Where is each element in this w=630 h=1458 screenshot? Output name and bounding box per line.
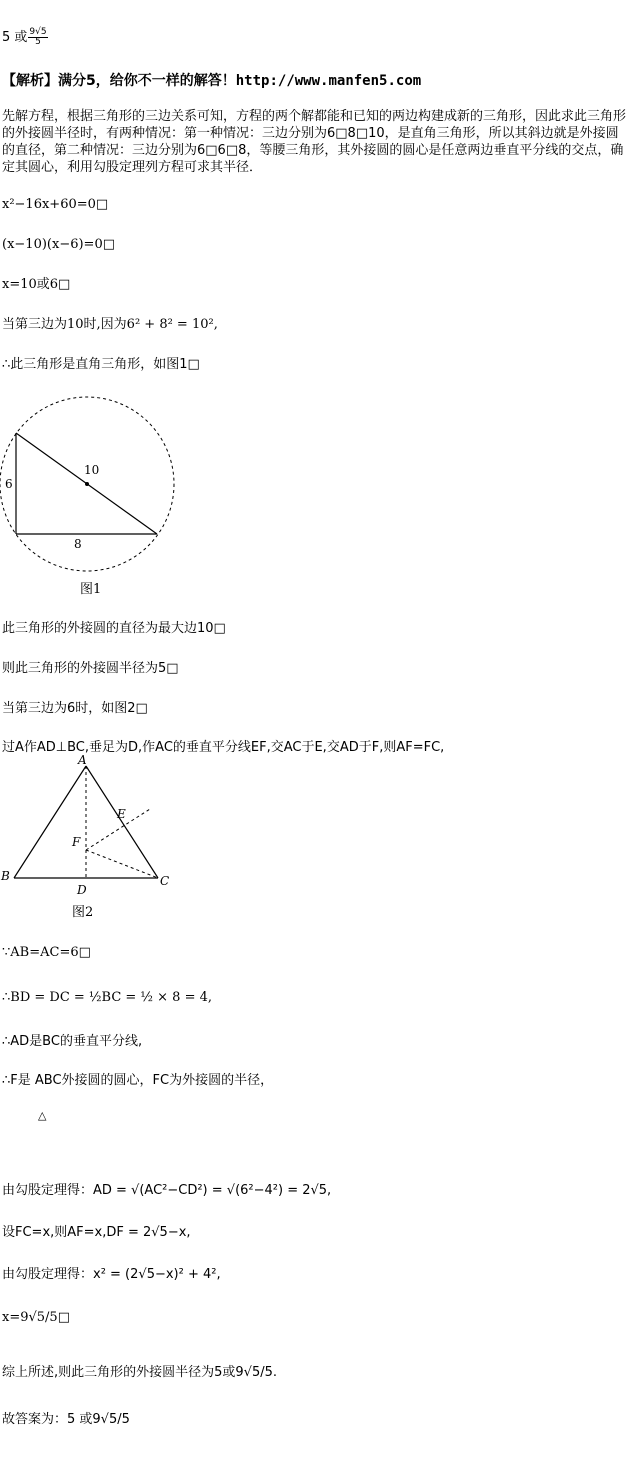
label-8: 8 [74, 537, 82, 551]
analysis-label: 【解析】满分5，给你不一样的解答！ [2, 73, 236, 89]
bd-equals-dc: ∴BD = DC = ½BC = ½ × 8 = 4, [2, 990, 213, 1005]
ab-equals-ac: ∵AB=AC=6□ [2, 945, 91, 960]
diameter-line: 此三角形的外接圆的直径为最大边10□ [2, 621, 226, 636]
equation-3: x=10或6□ [2, 277, 71, 292]
label-c: C [160, 874, 170, 888]
figure-1 [0, 395, 180, 605]
f-center-line: ∴F是 ABC外接圆的圆心，FC为外接圆的半径， [2, 1073, 274, 1088]
top-answer-fraction: $\frac{9√5}{5}$ [29, 27, 47, 47]
case-1-line: 当第三边为10时,因为6² + 8² = 10², [2, 317, 218, 332]
label-6: 6 [5, 477, 13, 491]
label-10: 10 [84, 463, 100, 477]
top-answer-prefix: 5 或 [2, 30, 28, 45]
construction-line: 过A作AD⊥BC,垂足为D,作AC的垂直平分线EF,交AC于E,交AD于F,则AF=FC, [2, 740, 445, 755]
center-point [85, 482, 89, 486]
figure-1-caption: 图1 [80, 582, 102, 597]
final-answer: 故答案为：5 或9√5/5 [2, 1412, 130, 1427]
right-triangle-line: ∴此三角形是直角三角形，如图1□ [2, 357, 200, 372]
figure-2-caption: 图2 [72, 905, 94, 920]
source-url[interactable]: http://www.manfen5.com [235, 73, 422, 89]
equation-2: (x−10)(x−6)=0□ [2, 237, 115, 252]
segment-fc [86, 850, 158, 878]
label-a: A [78, 753, 87, 767]
analysis-header [2, 73, 421, 89]
intro-paragraph: 先解方程，根据三角形的三边关系可知，方程的两个解都能和已知的两边构建成新的三角形，因此求此三角形的外接圆半径时，有两种情况：第一种情况：三边分别为6□8□10，是直角三角形，所以其斜边就是外接圆的直径，第二种情况：三边分别为6□6□8，等腰三角形，其外接圆的圆心是任意两边垂直平分线的交点，确定其圆心，利用勾股定理列方程可求其半径． [2, 109, 627, 175]
radius-5-line: 则此三角形的外接圆半径为5□ [2, 661, 179, 676]
case-2-line: 当第三边为6时，如图2□ [2, 701, 148, 716]
let-fc-line: 设FC=x,则AF=x,DF = 2√5−x, [2, 1225, 191, 1240]
label-e: E [117, 807, 126, 821]
side-ab [14, 766, 86, 878]
label-f: F [72, 835, 81, 849]
ad-perpendicular: ∴AD是BC的垂直平分线, [2, 1034, 143, 1049]
label-d: D [77, 883, 87, 897]
side-ac [86, 766, 158, 878]
figure-2 [0, 752, 180, 922]
label-b: B [1, 869, 10, 883]
pythagoras-1: 由勾股定理得：AD = √(AC²−CD²) = √(6²−4²) = 2√5, [2, 1183, 332, 1198]
triangle-glyph: △ [38, 1109, 47, 1122]
top-answer [2, 28, 49, 47]
equation-1: x²−16x+60=0□ [2, 197, 109, 212]
x-value: x=9√5/5□ [2, 1310, 70, 1325]
pythagoras-2: 由勾股定理得：x² = (2√5−x)² + 4², [2, 1267, 221, 1282]
conclusion-line: 综上所述,则此三角形的外接圆半径为5或9√5/5. [2, 1365, 278, 1380]
